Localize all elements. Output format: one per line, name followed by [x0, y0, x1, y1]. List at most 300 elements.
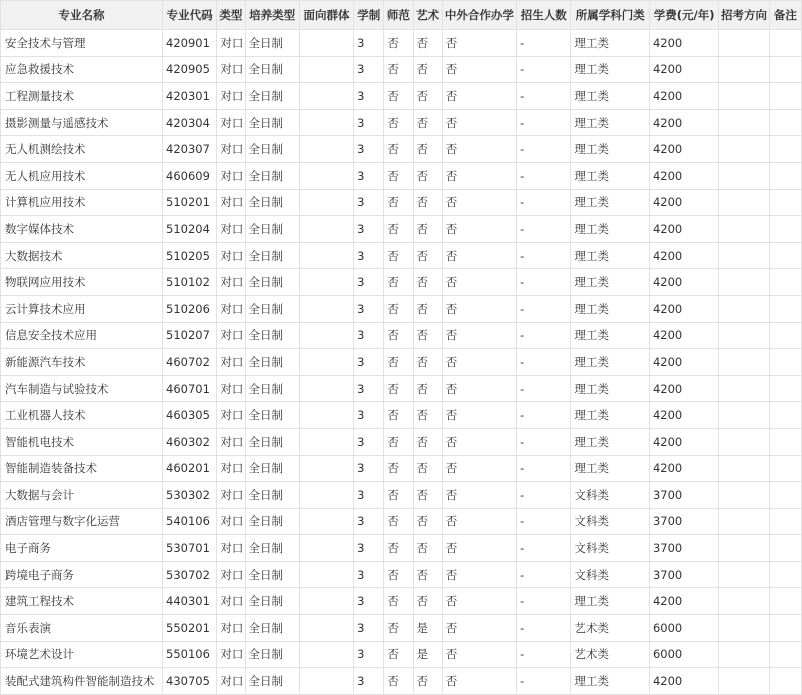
- cell-col-mode: 全日制: [245, 30, 299, 57]
- cell-col-joint: 否: [442, 455, 516, 482]
- cell-col-direction: [719, 269, 769, 296]
- cell-col-joint: 否: [442, 109, 516, 136]
- cell-col-years: 3: [354, 482, 384, 509]
- cell-col-note: [769, 242, 801, 269]
- cell-col-normal: 否: [384, 455, 413, 482]
- cell-col-code: 460302: [163, 428, 217, 455]
- cell-col-type: 对口: [217, 561, 245, 588]
- cell-col-target: [299, 349, 353, 376]
- cell-col-name: 无人机应用技术: [1, 162, 163, 189]
- cell-col-code: 510204: [163, 216, 217, 243]
- cell-col-target: [299, 162, 353, 189]
- cell-col-normal: 否: [384, 615, 413, 642]
- cell-col-target: [299, 109, 353, 136]
- cell-col-art: 否: [413, 588, 442, 615]
- cell-col-direction: [719, 189, 769, 216]
- cell-col-normal: 否: [384, 216, 413, 243]
- cell-col-quota: -: [517, 668, 571, 695]
- cell-col-joint: 否: [442, 615, 516, 642]
- cell-col-art: 否: [413, 109, 442, 136]
- cell-col-target: [299, 455, 353, 482]
- table-row: [1, 375, 802, 402]
- table-row: [1, 482, 802, 509]
- cell-col-joint: 否: [442, 482, 516, 509]
- cell-col-direction: [719, 136, 769, 163]
- cell-col-mode: 全日制: [245, 641, 299, 668]
- cell-col-joint: 否: [442, 588, 516, 615]
- cell-col-normal: 否: [384, 375, 413, 402]
- cell-col-mode: 全日制: [245, 136, 299, 163]
- cell-col-type: 对口: [217, 56, 245, 83]
- cell-col-fee: 4200: [649, 30, 718, 57]
- cell-col-mode: 全日制: [245, 615, 299, 642]
- cell-col-note: [769, 455, 801, 482]
- cell-col-code: 420901: [163, 30, 217, 57]
- cell-col-quota: -: [517, 189, 571, 216]
- cell-col-category: 理工类: [571, 349, 649, 376]
- cell-col-normal: 否: [384, 295, 413, 322]
- header-col-type: 类型: [217, 1, 245, 30]
- cell-col-years: 3: [354, 402, 384, 429]
- cell-col-normal: 否: [384, 482, 413, 509]
- cell-col-quota: -: [517, 482, 571, 509]
- cell-col-normal: 否: [384, 162, 413, 189]
- cell-col-mode: 全日制: [245, 269, 299, 296]
- cell-col-normal: 否: [384, 269, 413, 296]
- cell-col-normal: 否: [384, 668, 413, 695]
- cell-col-fee: 4200: [649, 668, 718, 695]
- table-row: [1, 535, 802, 562]
- cell-col-category: 理工类: [571, 269, 649, 296]
- cell-col-joint: 否: [442, 216, 516, 243]
- cell-col-category: 理工类: [571, 375, 649, 402]
- cell-col-target: [299, 402, 353, 429]
- table-row: [1, 615, 802, 642]
- cell-col-code: 440301: [163, 588, 217, 615]
- cell-col-joint: 否: [442, 83, 516, 110]
- cell-col-quota: -: [517, 641, 571, 668]
- cell-col-name: 智能制造装备技术: [1, 455, 163, 482]
- cell-col-mode: 全日制: [245, 349, 299, 376]
- table-body: [1, 30, 802, 695]
- cell-col-name: 酒店管理与数字化运营: [1, 508, 163, 535]
- cell-col-direction: [719, 668, 769, 695]
- cell-col-fee: 4200: [649, 455, 718, 482]
- cell-col-category: 理工类: [571, 136, 649, 163]
- cell-col-quota: -: [517, 588, 571, 615]
- cell-col-joint: 否: [442, 322, 516, 349]
- cell-col-target: [299, 641, 353, 668]
- cell-col-note: [769, 588, 801, 615]
- cell-col-note: [769, 189, 801, 216]
- cell-col-type: 对口: [217, 242, 245, 269]
- cell-col-normal: 否: [384, 535, 413, 562]
- cell-col-category: 理工类: [571, 189, 649, 216]
- cell-col-name: 云计算技术应用: [1, 295, 163, 322]
- cell-col-name: 电子商务: [1, 535, 163, 562]
- cell-col-note: [769, 83, 801, 110]
- cell-col-note: [769, 482, 801, 509]
- cell-col-name: 工业机器人技术: [1, 402, 163, 429]
- cell-col-type: 对口: [217, 588, 245, 615]
- cell-col-code: 430705: [163, 668, 217, 695]
- cell-col-direction: [719, 162, 769, 189]
- cell-col-normal: 否: [384, 322, 413, 349]
- cell-col-normal: 否: [384, 30, 413, 57]
- cell-col-note: [769, 216, 801, 243]
- cell-col-direction: [719, 375, 769, 402]
- header-col-code: 专业代码: [163, 1, 217, 30]
- cell-col-art: 否: [413, 269, 442, 296]
- cell-col-fee: 4200: [649, 56, 718, 83]
- cell-col-mode: 全日制: [245, 428, 299, 455]
- cell-col-code: 530702: [163, 561, 217, 588]
- cell-col-type: 对口: [217, 295, 245, 322]
- cell-col-fee: 4200: [649, 83, 718, 110]
- cell-col-category: 理工类: [571, 588, 649, 615]
- cell-col-type: 对口: [217, 482, 245, 509]
- cell-col-mode: 全日制: [245, 162, 299, 189]
- cell-col-name: 信息安全技术应用: [1, 322, 163, 349]
- cell-col-code: 460201: [163, 455, 217, 482]
- header-col-years: 学制: [354, 1, 384, 30]
- cell-col-note: [769, 295, 801, 322]
- cell-col-type: 对口: [217, 428, 245, 455]
- cell-col-fee: 4200: [649, 269, 718, 296]
- cell-col-joint: 否: [442, 242, 516, 269]
- table-row: [1, 428, 802, 455]
- cell-col-art: 否: [413, 482, 442, 509]
- cell-col-years: 3: [354, 561, 384, 588]
- cell-col-target: [299, 30, 353, 57]
- table-row: [1, 189, 802, 216]
- cell-col-art: 否: [413, 30, 442, 57]
- cell-col-mode: 全日制: [245, 482, 299, 509]
- cell-col-note: [769, 322, 801, 349]
- cell-col-art: 否: [413, 402, 442, 429]
- cell-col-normal: 否: [384, 561, 413, 588]
- cell-col-direction: [719, 109, 769, 136]
- cell-col-years: 3: [354, 242, 384, 269]
- cell-col-normal: 否: [384, 641, 413, 668]
- cell-col-category: 文科类: [571, 508, 649, 535]
- cell-col-code: 460702: [163, 349, 217, 376]
- cell-col-code: 460305: [163, 402, 217, 429]
- cell-col-target: [299, 535, 353, 562]
- cell-col-name: 智能机电技术: [1, 428, 163, 455]
- cell-col-code: 540106: [163, 508, 217, 535]
- table-row: [1, 136, 802, 163]
- cell-col-years: 3: [354, 30, 384, 57]
- cell-col-years: 3: [354, 455, 384, 482]
- cell-col-years: 3: [354, 269, 384, 296]
- cell-col-category: 理工类: [571, 242, 649, 269]
- cell-col-name: 计算机应用技术: [1, 189, 163, 216]
- cell-col-quota: -: [517, 428, 571, 455]
- cell-col-note: [769, 668, 801, 695]
- cell-col-type: 对口: [217, 30, 245, 57]
- cell-col-note: [769, 561, 801, 588]
- cell-col-type: 对口: [217, 109, 245, 136]
- cell-col-note: [769, 641, 801, 668]
- cell-col-category: 文科类: [571, 482, 649, 509]
- cell-col-quota: -: [517, 30, 571, 57]
- cell-col-quota: -: [517, 136, 571, 163]
- cell-col-code: 510205: [163, 242, 217, 269]
- table-row: [1, 349, 802, 376]
- cell-col-joint: 否: [442, 428, 516, 455]
- cell-col-code: 510201: [163, 189, 217, 216]
- cell-col-code: 420301: [163, 83, 217, 110]
- cell-col-years: 3: [354, 189, 384, 216]
- cell-col-category: 理工类: [571, 668, 649, 695]
- cell-col-name: 大数据技术: [1, 242, 163, 269]
- cell-col-art: 否: [413, 508, 442, 535]
- cell-col-category: 艺术类: [571, 615, 649, 642]
- cell-col-direction: [719, 56, 769, 83]
- cell-col-direction: [719, 508, 769, 535]
- header-col-normal: 师范: [384, 1, 413, 30]
- table-row: [1, 56, 802, 83]
- cell-col-years: 3: [354, 109, 384, 136]
- cell-col-direction: [719, 242, 769, 269]
- cell-col-target: [299, 83, 353, 110]
- cell-col-normal: 否: [384, 83, 413, 110]
- cell-col-note: [769, 162, 801, 189]
- header-col-art: 艺术: [413, 1, 442, 30]
- cell-col-mode: 全日制: [245, 83, 299, 110]
- cell-col-years: 3: [354, 588, 384, 615]
- cell-col-target: [299, 56, 353, 83]
- cell-col-quota: -: [517, 269, 571, 296]
- cell-col-target: [299, 136, 353, 163]
- table-row: [1, 295, 802, 322]
- cell-col-category: 理工类: [571, 428, 649, 455]
- cell-col-art: 否: [413, 242, 442, 269]
- cell-col-category: 理工类: [571, 402, 649, 429]
- cell-col-art: 否: [413, 349, 442, 376]
- cell-col-fee: 4200: [649, 162, 718, 189]
- cell-col-target: [299, 561, 353, 588]
- cell-col-target: [299, 482, 353, 509]
- cell-col-name: 新能源汽车技术: [1, 349, 163, 376]
- cell-col-quota: -: [517, 109, 571, 136]
- cell-col-joint: 否: [442, 349, 516, 376]
- cell-col-joint: 否: [442, 162, 516, 189]
- cell-col-quota: -: [517, 402, 571, 429]
- cell-col-quota: -: [517, 322, 571, 349]
- cell-col-note: [769, 402, 801, 429]
- cell-col-type: 对口: [217, 269, 245, 296]
- cell-col-joint: 否: [442, 375, 516, 402]
- cell-col-joint: 否: [442, 641, 516, 668]
- cell-col-type: 对口: [217, 162, 245, 189]
- table-row: [1, 508, 802, 535]
- cell-col-art: 否: [413, 189, 442, 216]
- cell-col-quota: -: [517, 561, 571, 588]
- cell-col-type: 对口: [217, 322, 245, 349]
- cell-col-target: [299, 295, 353, 322]
- cell-col-target: [299, 615, 353, 642]
- cell-col-mode: 全日制: [245, 535, 299, 562]
- cell-col-art: 是: [413, 641, 442, 668]
- cell-col-art: 否: [413, 295, 442, 322]
- cell-col-art: 否: [413, 455, 442, 482]
- cell-col-code: 510102: [163, 269, 217, 296]
- cell-col-target: [299, 242, 353, 269]
- cell-col-art: 否: [413, 216, 442, 243]
- header-row: [1, 1, 802, 30]
- cell-col-type: 对口: [217, 615, 245, 642]
- cell-col-art: 否: [413, 561, 442, 588]
- cell-col-name: 跨境电子商务: [1, 561, 163, 588]
- cell-col-note: [769, 375, 801, 402]
- cell-col-normal: 否: [384, 402, 413, 429]
- cell-col-fee: 4200: [649, 428, 718, 455]
- cell-col-direction: [719, 30, 769, 57]
- cell-col-quota: -: [517, 615, 571, 642]
- cell-col-category: 理工类: [571, 216, 649, 243]
- cell-col-mode: 全日制: [245, 561, 299, 588]
- cell-col-direction: [719, 428, 769, 455]
- cell-col-direction: [719, 535, 769, 562]
- cell-col-code: 420905: [163, 56, 217, 83]
- cell-col-art: 否: [413, 136, 442, 163]
- cell-col-name: 装配式建筑构件智能制造技术: [1, 668, 163, 695]
- cell-col-target: [299, 269, 353, 296]
- cell-col-fee: 3700: [649, 535, 718, 562]
- cell-col-quota: -: [517, 83, 571, 110]
- cell-col-joint: 否: [442, 269, 516, 296]
- cell-col-quota: -: [517, 375, 571, 402]
- table-row: [1, 109, 802, 136]
- cell-col-note: [769, 349, 801, 376]
- cell-col-normal: 否: [384, 56, 413, 83]
- cell-col-fee: 4200: [649, 588, 718, 615]
- cell-col-joint: 否: [442, 508, 516, 535]
- cell-col-name: 汽车制造与试验技术: [1, 375, 163, 402]
- cell-col-type: 对口: [217, 189, 245, 216]
- cell-col-fee: 4200: [649, 136, 718, 163]
- cell-col-category: 理工类: [571, 83, 649, 110]
- cell-col-category: 理工类: [571, 322, 649, 349]
- table-row: [1, 455, 802, 482]
- cell-col-joint: 否: [442, 30, 516, 57]
- cell-col-joint: 否: [442, 189, 516, 216]
- cell-col-years: 3: [354, 349, 384, 376]
- cell-col-years: 3: [354, 136, 384, 163]
- cell-col-name: 摄影测量与遥感技术: [1, 109, 163, 136]
- cell-col-joint: 否: [442, 535, 516, 562]
- cell-col-normal: 否: [384, 136, 413, 163]
- header-col-target: 面向群体: [299, 1, 353, 30]
- cell-col-years: 3: [354, 615, 384, 642]
- cell-col-name: 建筑工程技术: [1, 588, 163, 615]
- table-row: [1, 216, 802, 243]
- table-row: [1, 641, 802, 668]
- header-col-quota: 招生人数: [517, 1, 571, 30]
- cell-col-fee: 6000: [649, 615, 718, 642]
- cell-col-joint: 否: [442, 561, 516, 588]
- cell-col-joint: 否: [442, 668, 516, 695]
- cell-col-name: 环境艺术设计: [1, 641, 163, 668]
- cell-col-code: 550106: [163, 641, 217, 668]
- cell-col-target: [299, 322, 353, 349]
- cell-col-note: [769, 269, 801, 296]
- cell-col-name: 物联网应用技术: [1, 269, 163, 296]
- cell-col-years: 3: [354, 508, 384, 535]
- cell-col-note: [769, 30, 801, 57]
- cell-col-art: 是: [413, 615, 442, 642]
- cell-col-joint: 否: [442, 295, 516, 322]
- cell-col-years: 3: [354, 216, 384, 243]
- cell-col-mode: 全日制: [245, 668, 299, 695]
- cell-col-category: 理工类: [571, 30, 649, 57]
- cell-col-code: 530701: [163, 535, 217, 562]
- cell-col-mode: 全日制: [245, 216, 299, 243]
- cell-col-mode: 全日制: [245, 189, 299, 216]
- cell-col-code: 460609: [163, 162, 217, 189]
- cell-col-category: 文科类: [571, 561, 649, 588]
- cell-col-direction: [719, 216, 769, 243]
- cell-col-art: 否: [413, 375, 442, 402]
- cell-col-target: [299, 216, 353, 243]
- cell-col-type: 对口: [217, 375, 245, 402]
- cell-col-category: 艺术类: [571, 641, 649, 668]
- cell-col-name: 工程测量技术: [1, 83, 163, 110]
- cell-col-fee: 4200: [649, 189, 718, 216]
- cell-col-target: [299, 375, 353, 402]
- cell-col-code: 530302: [163, 482, 217, 509]
- cell-col-direction: [719, 295, 769, 322]
- cell-col-years: 3: [354, 322, 384, 349]
- cell-col-note: [769, 535, 801, 562]
- cell-col-note: [769, 136, 801, 163]
- cell-col-art: 否: [413, 322, 442, 349]
- cell-col-direction: [719, 455, 769, 482]
- cell-col-mode: 全日制: [245, 109, 299, 136]
- cell-col-target: [299, 508, 353, 535]
- cell-col-normal: 否: [384, 349, 413, 376]
- cell-col-fee: 4200: [649, 402, 718, 429]
- cell-col-target: [299, 668, 353, 695]
- cell-col-quota: -: [517, 508, 571, 535]
- cell-col-code: 550201: [163, 615, 217, 642]
- cell-col-quota: -: [517, 242, 571, 269]
- cell-col-quota: -: [517, 455, 571, 482]
- cell-col-quota: -: [517, 535, 571, 562]
- cell-col-normal: 否: [384, 242, 413, 269]
- cell-col-years: 3: [354, 162, 384, 189]
- cell-col-normal: 否: [384, 109, 413, 136]
- cell-col-note: [769, 428, 801, 455]
- header-col-category: 所属学科门类: [571, 1, 649, 30]
- cell-col-note: [769, 56, 801, 83]
- cell-col-fee: 4200: [649, 375, 718, 402]
- cell-col-art: 否: [413, 56, 442, 83]
- cell-col-fee: 4200: [649, 109, 718, 136]
- cell-col-type: 对口: [217, 508, 245, 535]
- header-col-fee: 学费(元/年): [649, 1, 718, 30]
- cell-col-type: 对口: [217, 402, 245, 429]
- table-row: [1, 162, 802, 189]
- cell-col-direction: [719, 588, 769, 615]
- cell-col-years: 3: [354, 535, 384, 562]
- cell-col-mode: 全日制: [245, 242, 299, 269]
- cell-col-code: 510206: [163, 295, 217, 322]
- cell-col-category: 理工类: [571, 455, 649, 482]
- table-row: [1, 83, 802, 110]
